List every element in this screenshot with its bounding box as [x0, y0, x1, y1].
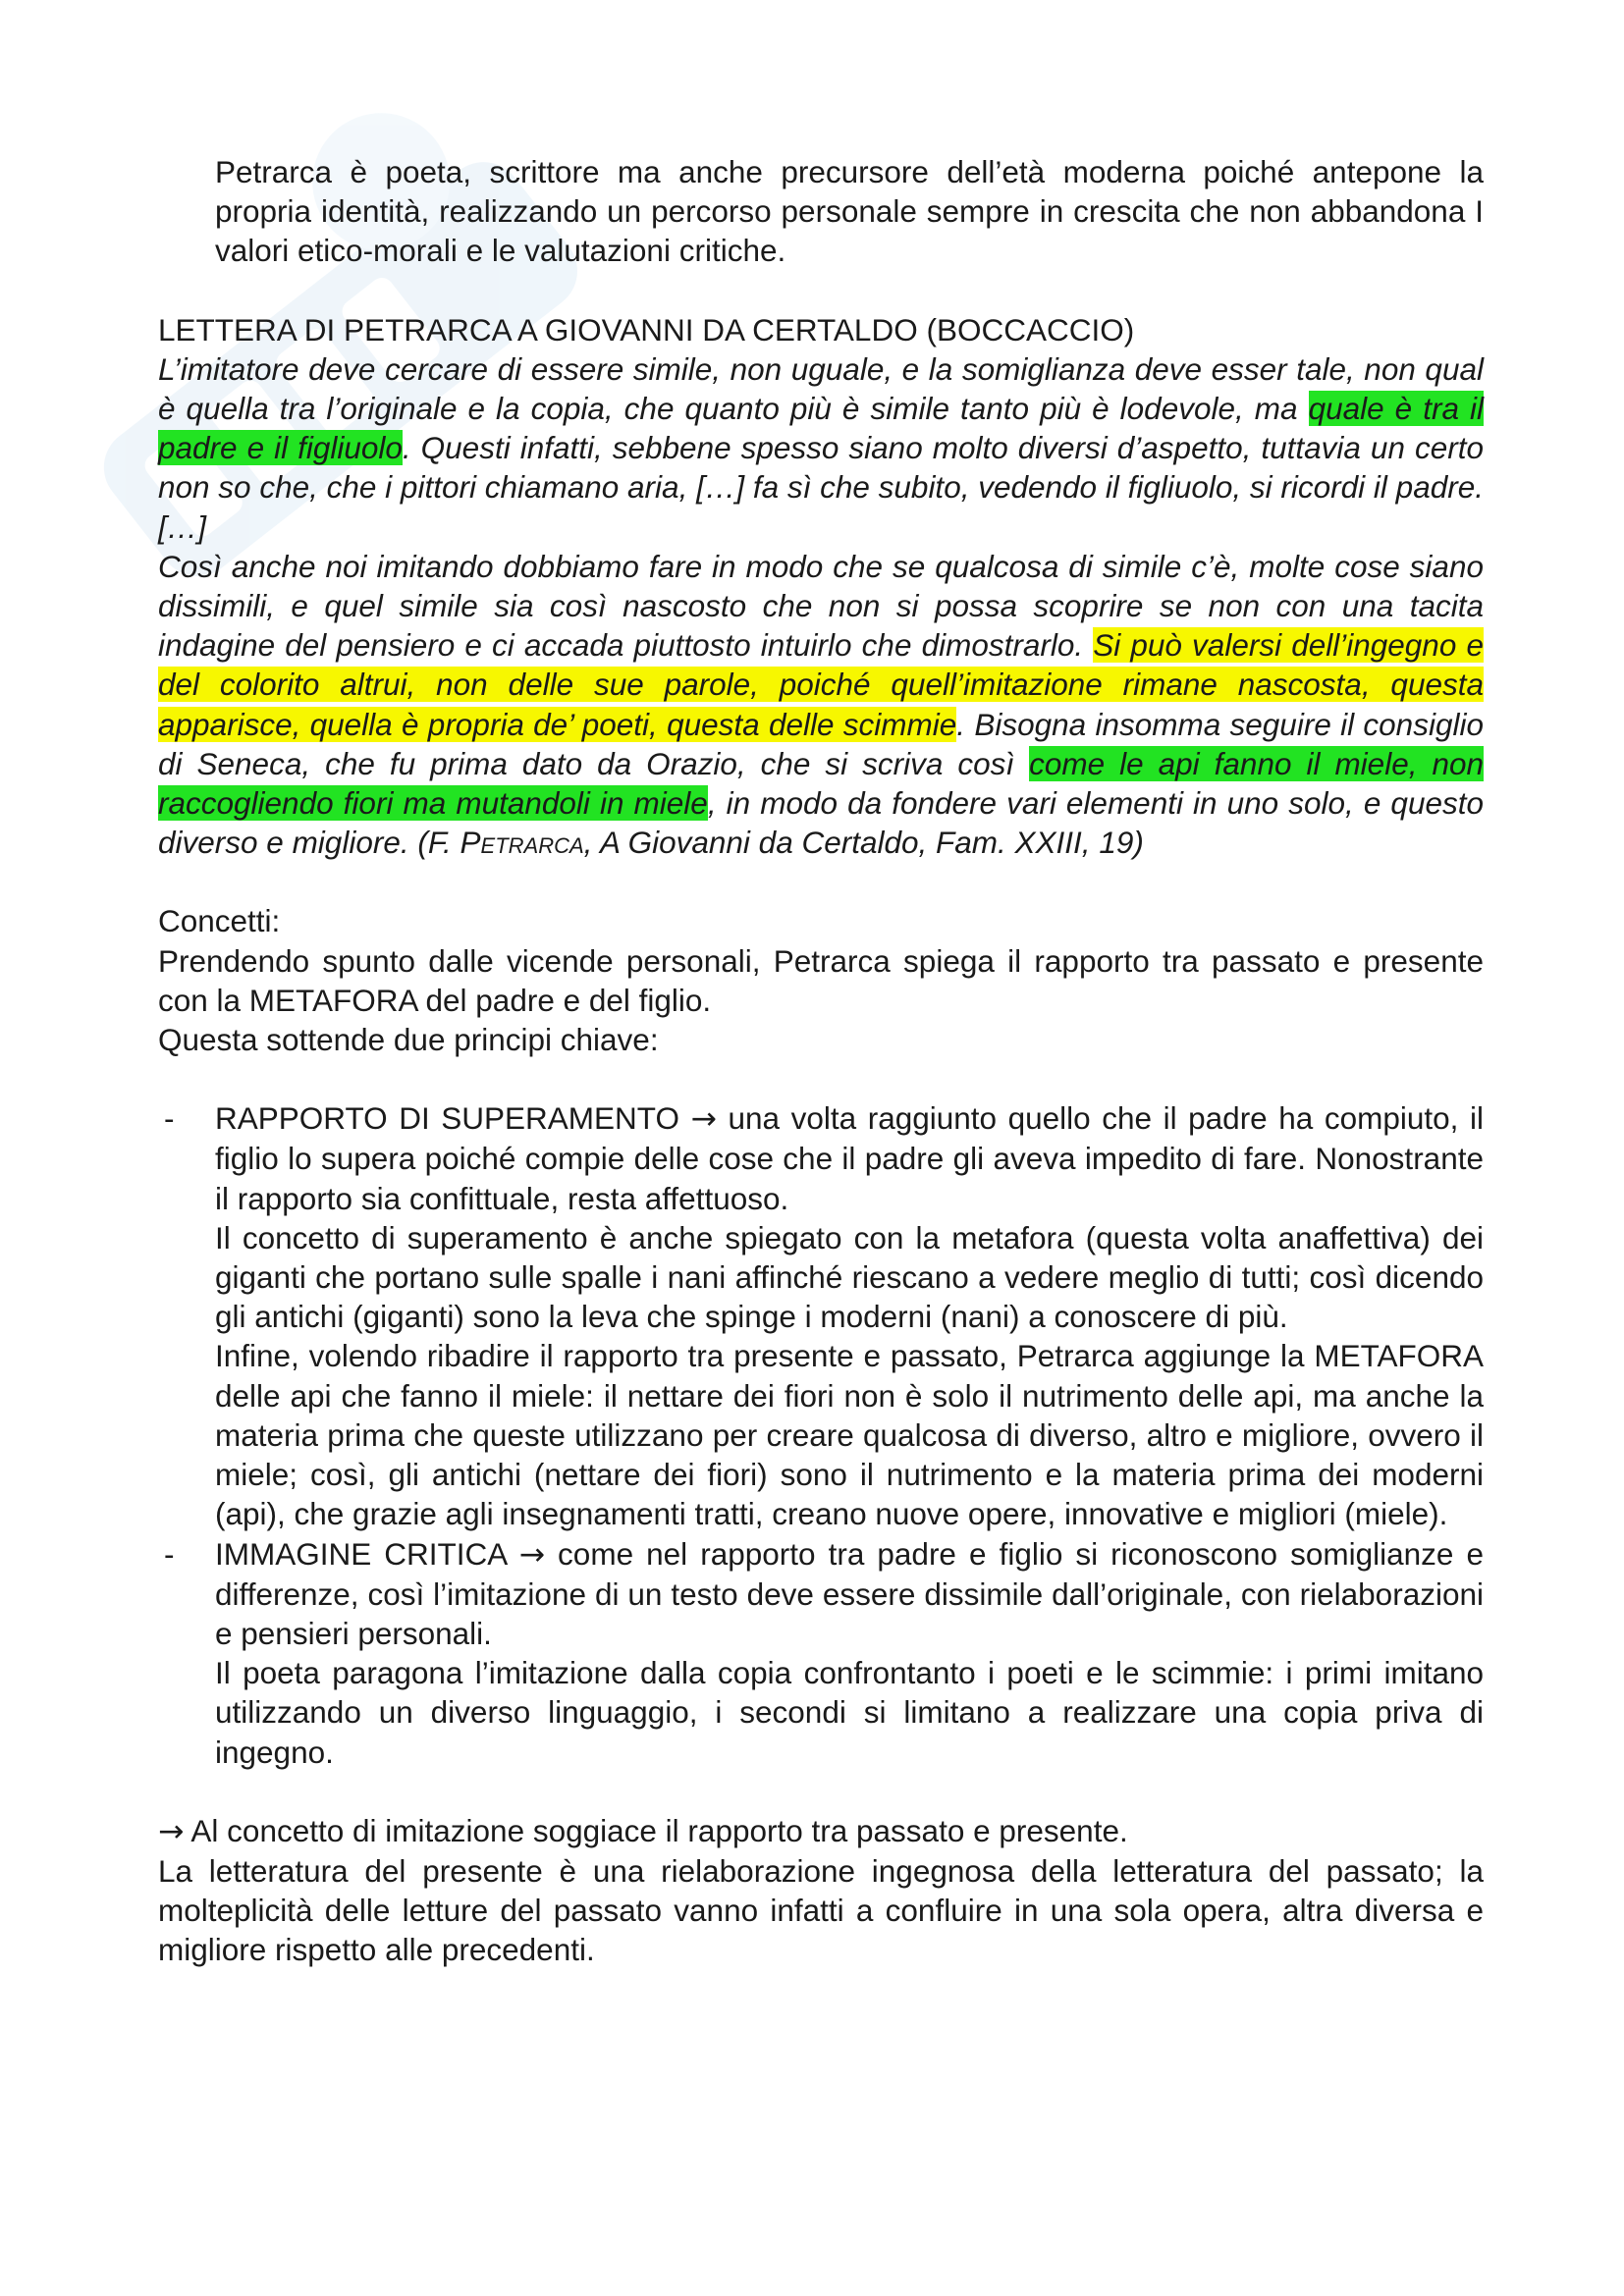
principle-paragraph: Infine, volendo ribadire il rapporto tra presente e passato, Petrarca aggiunge la METAFORA delle api che fanno il miele: il nettare dei fiori non è solo il nutrimento delle api, ma anche la materia prima che queste utilizzano per creare qualcosa di diverso, altro e migliore, ovvero il miele; così, gli antichi (nettare dei fiori) sono il nutrimento e la materia prima dei moderni (api), che grazie agli insegnamenti tratti, creano nuove opere, innovative e migliori (miele).	[215, 1338, 1484, 1532]
quote-text: Così anche noi imitando dobbiamo fare in modo che se qualcosa di simile c’è, molte cose siano dissimili, e quel simile sia così nascosto che non si possa scoprire se non con una tacita indagine del pensiero e ci accada piuttosto intuirlo che dimostrarlo.	[158, 548, 1484, 664]
conclusion-paragraph: La letteratura del presente è una rielaborazione ingegnosa della letteratura del passato; la molteplicità delle letture del passato vanno infatti a confluire in una sola opera, altra diversa e migliore rispetto alle precedenti.	[158, 1852, 1484, 1968]
letter-title: LETTERA DI PETRARCA A GIOVANNI DA CERTALDO (BOCCACCIO)	[158, 311, 1135, 347]
letter-quote-part1	[158, 349, 1484, 547]
principle-immagine-critica	[215, 1534, 1484, 1654]
conclusion-text: Al concetto di imitazione soggiace il rapporto tra passato e presente.	[184, 1812, 1128, 1848]
concepts-principles-intro: Questa sottende due principi chiave:	[158, 1022, 659, 1058]
principle-text: come nel rapporto tra padre e figlio si riconoscono somiglianze e differenze, così l’imitazione di un testo deve essere dissimile dall’originale, con rielaborazioni e pensieri personali.	[215, 1535, 1484, 1651]
dash-bullet: -	[164, 1535, 175, 1572]
concepts-paragraph: Prendendo spunto dalle vicende personali, Petrarca spiega il rapporto tra passato e presente con la METAFORA del padre e del figlio.	[158, 942, 1484, 1018]
principle-paragraph: Il concetto di superamento è anche spiegato con la metafora (questa volta anaffettiva) dei giganti che portano sulle spalle i nani affinché riescano a vedere meglio di tutti; così dicendo gli antichi (giganti) sono la leva che spinge i moderni (nani) a conoscere di più.	[215, 1219, 1484, 1335]
letter-quote-part2	[158, 547, 1484, 863]
quote-highlight-imitation: Si può valersi dell’ingegno e del colorito altrui, non delle sue parole, poiché quell’imitazione rimane nascosta, questa apparisce, quella è propria de’ poeti, questa delle scimmie	[158, 627, 1484, 742]
quote-citation: , A Giovanni da Certaldo, Fam. XXIII, 19)	[583, 825, 1144, 861]
list-item	[158, 1534, 1484, 1772]
principle-superamento	[215, 1098, 1484, 1218]
principles-list	[158, 1098, 1484, 1771]
arrow-right-icon: →	[690, 1101, 717, 1138]
concepts-heading: Concetti:	[158, 903, 281, 939]
intro-paragraph: Petrarca è poeta, scrittore ma anche precursore dell’età moderna poiché antepone la propria identità, realizzando un percorso personale sempre in crescita che non abbandona I valori etico-morali e le valutazioni critiche.	[215, 154, 1484, 269]
arrow-right-icon: →	[518, 1536, 546, 1573]
quote-highlight-bees: come le api fanno il miele, non raccogliendo fiori ma mutandoli in miele	[158, 745, 1485, 822]
principle-text: una volta raggiunto quello che il padre ha compiuto, il figlio lo supera poiché compie delle cose che il padre gli aveva impedito di fare. Nonostrante il rapporto sia confittuale, resta affettuoso.	[215, 1100, 1484, 1216]
conclusion-line	[158, 1811, 1484, 1851]
dash-bullet: -	[164, 1100, 175, 1137]
document-page	[158, 152, 1484, 1970]
quote-text: , in modo da fondere vari elementi in uno solo, e questo diverso e migliore. (F.	[158, 785, 1484, 861]
quote-highlight-father-son: quale è tra il padre e il figliuolo	[158, 391, 1484, 466]
principle-lead: IMMAGINE CRITICA	[215, 1535, 507, 1572]
quote-author: Petrarca	[460, 825, 584, 861]
principle-paragraph: Il poeta paragona l’imitazione dalla copia confrontanto i poeti e le scimmie: i primi imitano utilizzando un diverso linguaggio, i secondi si limitano a realizzare una copia priva di ingegno.	[215, 1655, 1484, 1770]
arrow-right-icon: →	[158, 1813, 185, 1849]
quote-text: . Questi infatti, sebbene spesso siano molto diversi d’aspetto, tuttavia un certo non so che, che i pittori chiamano aria, […] fa sì che subito, vedendo il figliuolo, si ricordi il padre. […]	[158, 430, 1484, 545]
principle-lead: RAPPORTO DI SUPERAMENTO	[215, 1100, 679, 1137]
list-item	[158, 1098, 1484, 1533]
quote-text: L’imitatore deve cercare di essere simile, non uguale, e la somiglianza deve esser tale, non qual è quella tra l’originale e la copia, che quanto più è simile tanto più è lodevole, ma	[158, 350, 1484, 427]
quote-text: . Bisogna insomma seguire il consiglio di Seneca, che fu prima dato da Orazio, che si scriva così	[158, 706, 1484, 781]
